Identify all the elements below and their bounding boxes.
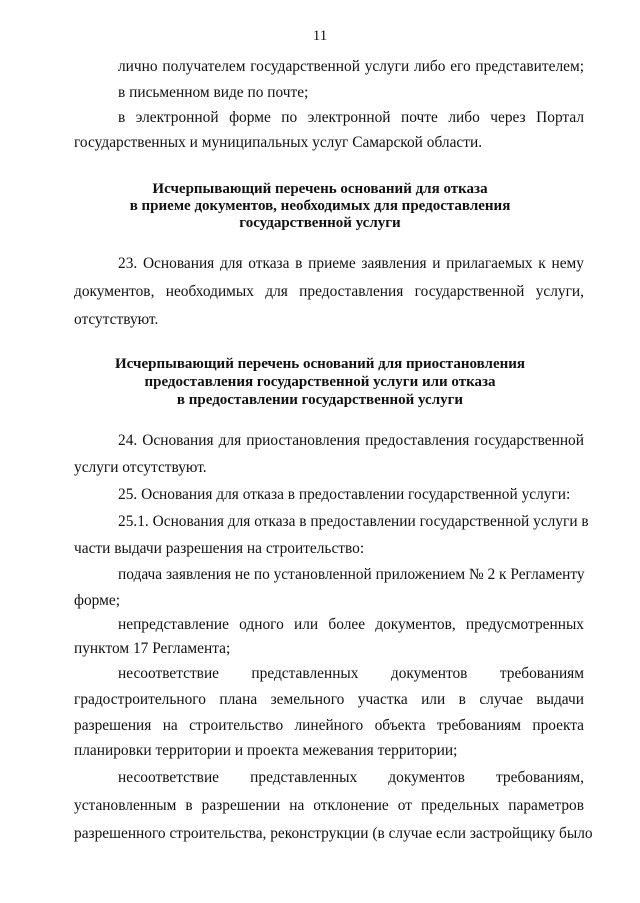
paragraph-line: несоответствие представленных документов требованиям, bbox=[118, 769, 584, 786]
paragraph-line: в письменном виде по почте; bbox=[118, 84, 309, 101]
paragraph-line: подача заявления не по установленной приложением № 2 к Регламенту bbox=[118, 566, 585, 583]
page-number: 11 bbox=[312, 28, 328, 44]
paragraph-line: установленным в разрешении на отклонение от предельных параметров bbox=[74, 797, 584, 814]
paragraph-line: несоответствие представленных документов требованиям bbox=[118, 665, 584, 682]
section-heading-line: в предоставлении государственной услуги bbox=[176, 392, 464, 408]
paragraph-line: разрешенного строительства, реконструкции (в случае если застройщику было bbox=[74, 825, 593, 842]
paragraph-line: 23. Основания для отказа в приеме заявления и прилагаемых к нему bbox=[118, 255, 584, 272]
paragraph-line: 25. Основания для отказа в предоставлении государственной услуги: bbox=[118, 486, 571, 503]
paragraph-line: в электронной форме по электронной почте либо через Портал bbox=[118, 109, 584, 126]
paragraph-line: услуги отсутствуют. bbox=[74, 459, 207, 476]
paragraph-line: пунктом 17 Регламента; bbox=[74, 640, 231, 657]
section-heading-line: предоставления государственной услуги или отказа bbox=[144, 374, 496, 390]
paragraph-line: 25.1. Основания для отказа в предоставлении государственной услуги в bbox=[118, 513, 589, 530]
paragraph-line: отсутствуют. bbox=[74, 311, 159, 328]
paragraph-line: форме; bbox=[74, 592, 120, 609]
paragraph-line: 24. Основания для приостановления предоставления государственной bbox=[118, 432, 584, 449]
section-heading-line: Исчерпывающий перечень оснований для отказа bbox=[152, 181, 488, 197]
paragraph-line: государственных и муниципальных услуг Самарской области. bbox=[74, 134, 483, 151]
paragraph-line: части выдачи разрешения на строительство: bbox=[74, 540, 365, 557]
paragraph-line: лично получателем государственной услуги либо его представителем; bbox=[118, 58, 584, 75]
section-heading-line: в приеме документов, необходимых для предоставления bbox=[129, 198, 511, 214]
paragraph-line: документов, необходимых для предоставления государственной услуги, bbox=[74, 283, 584, 300]
section-heading-line: Исчерпывающий перечень оснований для приостановления bbox=[114, 356, 526, 372]
paragraph-line: градостроительного плана земельного участка или в случае выдачи bbox=[74, 691, 584, 708]
paragraph-line: непредставление одного или более документов, предусмотренных bbox=[118, 616, 584, 633]
paragraph-line: разрешения на строительство линейного объекта требованиям проекта bbox=[74, 717, 584, 734]
section-heading-line: государственной услуги bbox=[239, 215, 401, 231]
paragraph-line: планировки территории и проекта межевания территории; bbox=[74, 742, 458, 759]
